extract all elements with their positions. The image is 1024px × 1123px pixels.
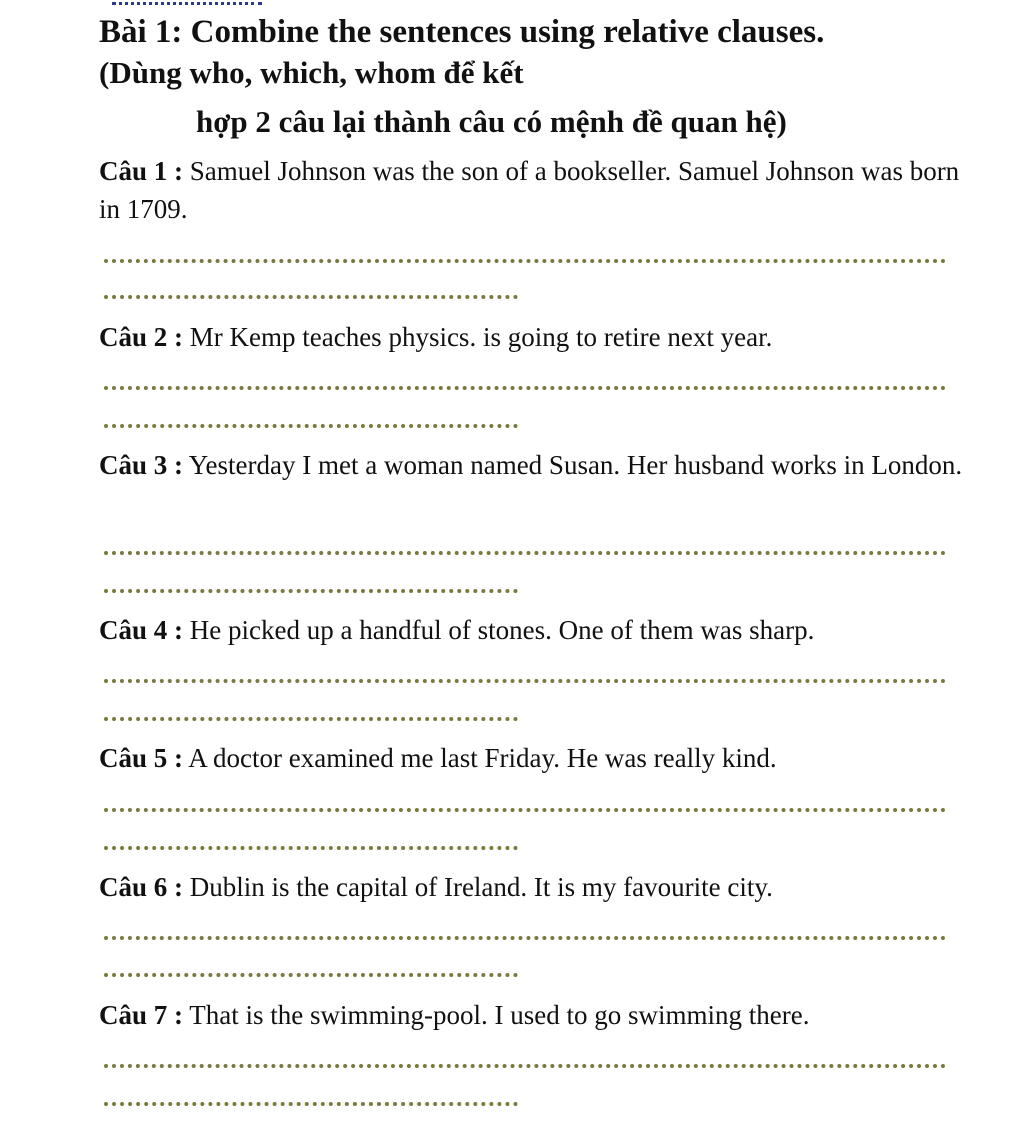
question-label: Câu 5 : [99, 743, 184, 773]
question-7 [99, 996, 979, 1034]
question-text: Yesterday I met a woman named Susan. Her husband works in London. [188, 450, 963, 480]
question-text: Mr Kemp teaches physics. is going to retire next year. [189, 322, 773, 352]
answer-line-7a[interactable] [104, 1064, 946, 1068]
answer-line-5b[interactable] [104, 846, 518, 850]
question-2 [99, 318, 979, 356]
question-5 [99, 739, 979, 777]
answer-line-3b[interactable] [104, 589, 518, 593]
question-6 [99, 868, 979, 906]
question-label: Câu 2 : [99, 322, 184, 352]
question-text: Dublin is the capital of Ireland. It is my favourite city. [189, 872, 773, 902]
answer-line-4b[interactable] [104, 717, 518, 721]
cropped-heading-fragment [112, 0, 262, 5]
exercise-title: Bài 1: Combine the sentences using relative clauses. [99, 14, 825, 50]
answer-line-6a[interactable] [104, 936, 946, 940]
question-text: That is the swimming-pool. I used to go swimming there. [189, 1000, 810, 1030]
question-label: Câu 6 : [99, 872, 184, 902]
question-label: Câu 1 : [99, 156, 184, 186]
question-1 [99, 152, 979, 228]
exercise-instruction-line1: (Dùng who, which, whom để kết [99, 55, 524, 90]
answer-line-1a[interactable] [104, 259, 946, 263]
question-label: Câu 4 : [99, 615, 184, 645]
question-label: Câu 7 : [99, 1000, 184, 1030]
exercise-instruction-line2: hợp 2 câu lại thành câu có mệnh đề quan hệ) [196, 104, 787, 139]
question-text: He picked up a handful of stones. One of them was sharp. [189, 615, 815, 645]
answer-line-4a[interactable] [104, 679, 946, 683]
answer-line-7b[interactable] [104, 1102, 518, 1106]
question-3 [99, 446, 979, 484]
answer-line-5a[interactable] [104, 808, 946, 812]
answer-line-2a[interactable] [104, 386, 946, 390]
question-text: A doctor examined me last Friday. He was really kind. [188, 743, 777, 773]
answer-line-3a[interactable] [104, 551, 946, 555]
answer-line-1b[interactable] [104, 295, 518, 299]
question-text: Samuel Johnson was the son of a bookseller. Samuel Johnson was born in 1709. [99, 156, 960, 224]
answer-line-6b[interactable] [104, 973, 518, 977]
question-label: Câu 3 : [99, 450, 184, 480]
answer-line-2b[interactable] [104, 424, 518, 428]
question-4 [99, 611, 979, 649]
